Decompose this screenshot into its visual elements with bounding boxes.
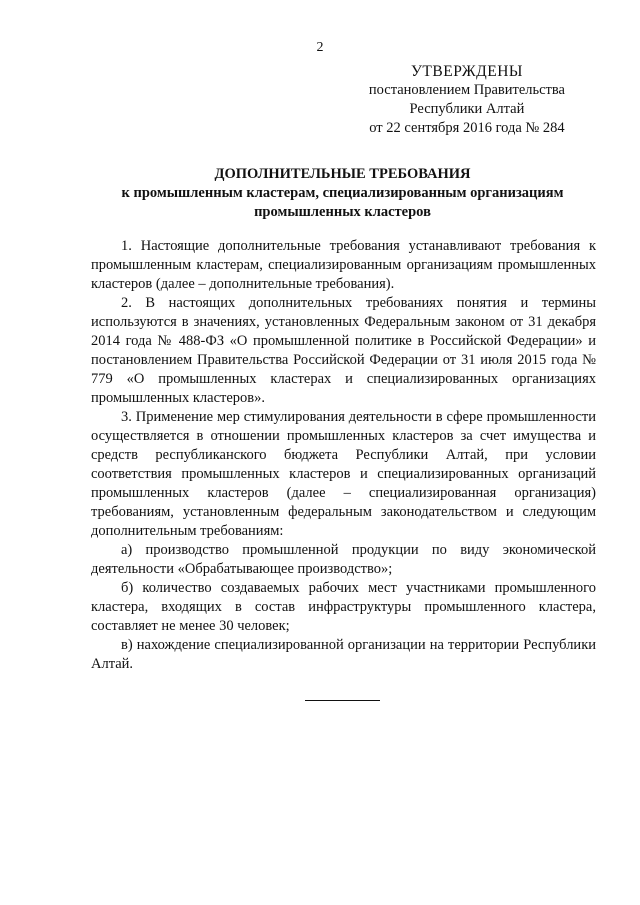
closing-divider <box>305 700 380 701</box>
paragraph-1: 1. Настоящие дополнительные требования устанавливают требования к промышленным кластерам, специализированным организациям промышленных кластеров (далее – дополнительные требования). <box>91 238 596 292</box>
approval-region: Республики Алтай <box>409 101 525 117</box>
paragraph-item-c: в) нахождение специализированной организации на территории Республики Алтай. <box>91 637 596 672</box>
paragraph-3: 3. Применение мер стимулирования деятельности в сфере промышленности осуществляется в отношении промышленных кластеров за счет имущества и средств республиканского бюджета Республики Алтай, при условии соответствия промышленных кластеров и специализированных организаций промышленных кластеров (далее – специализированная организация) требованиям, установленным федеральным законодательством и следующим дополнительным требованиям: <box>91 409 596 539</box>
paragraph-item-b: б) количество создаваемых рабочих мест участниками промышленного кластера, входящих в состав инфраструктуры промышленного кластера, составляет не менее 30 человек; <box>91 580 596 634</box>
document-body <box>91 237 596 674</box>
page-number: 2 <box>316 40 324 55</box>
title-line-3: промышленных кластеров <box>254 204 431 220</box>
approval-date: от 22 сентября 2016 года № 284 <box>369 120 565 136</box>
title-line-2: к промышленным кластерам, специализированным организациям <box>121 185 564 201</box>
paragraph-item-a: а) производство промышленной продукции по виду экономической деятельности «Обрабатывающее производство»; <box>91 542 596 577</box>
document-title <box>90 165 595 222</box>
approval-stamp <box>369 62 565 138</box>
approval-heading: УТВЕРЖДЕНЫ <box>410 63 523 80</box>
title-line-1: ДОПОЛНИТЕЛЬНЫЕ ТРЕБОВАНИЯ <box>214 166 471 182</box>
approval-authority: постановлением Правительства <box>368 82 565 98</box>
paragraph-2: 2. В настоящих дополнительных требованиях понятия и термины используются в значениях, установленных Федеральным законом от 31 декабря 2014 года № 488-ФЗ «О промышленной политике в Российской Федерации» и постановлением Правительства Российской Федерации от 31 июля 2015 года № 779 «О промышленных кластерах и специализированных организациях промышленных кластеров». <box>91 295 596 406</box>
